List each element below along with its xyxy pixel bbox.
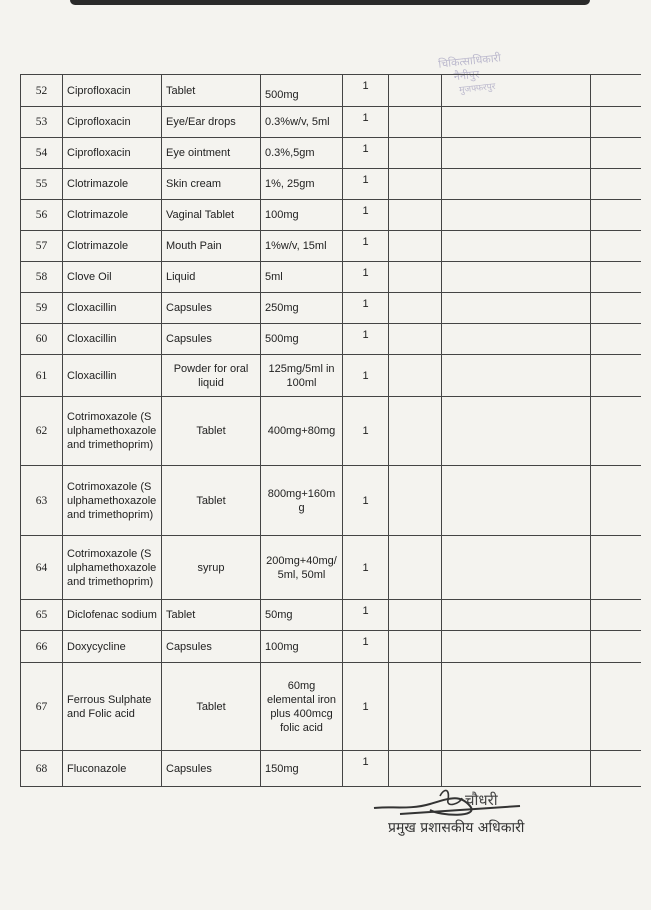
- table-row: [21, 262, 641, 293]
- blank-cell: [591, 293, 641, 324]
- blank-cell: [442, 200, 591, 231]
- drug-name: Clotrimazole: [63, 200, 162, 231]
- dosage-form: Capsules: [162, 631, 261, 663]
- quantity: 1: [343, 751, 389, 787]
- signature-scribble: [370, 786, 550, 846]
- serial-number: 68: [21, 751, 63, 787]
- quantity: 1: [343, 262, 389, 293]
- blank-cell: [389, 466, 442, 536]
- blank-cell: [591, 107, 641, 138]
- blank-cell: [389, 262, 442, 293]
- blank-cell: [442, 600, 591, 631]
- quantity: 1: [343, 397, 389, 466]
- blank-cell: [442, 663, 591, 751]
- serial-number: 55: [21, 169, 63, 200]
- page-top-edge: [0, 0, 651, 8]
- blank-cell: [442, 751, 591, 787]
- blank-cell: [389, 355, 442, 397]
- drug-name: Cloxacillin: [63, 355, 162, 397]
- quantity: 1: [343, 324, 389, 355]
- blank-cell: [442, 107, 591, 138]
- blank-cell: [591, 536, 641, 600]
- drug-name: Clotrimazole: [63, 169, 162, 200]
- blank-cell: [389, 663, 442, 751]
- strength: 0.3%,5gm: [261, 138, 343, 169]
- dosage-form: Powder for oral liquid: [162, 355, 261, 397]
- dosage-form: Tablet: [162, 397, 261, 466]
- blank-cell: [442, 466, 591, 536]
- drug-name: Cloxacillin: [63, 293, 162, 324]
- strength: 500mg: [261, 75, 343, 107]
- signatory-title: प्रमुख प्रशासकीय अधिकारी: [388, 820, 525, 836]
- dosage-form: Tablet: [162, 600, 261, 631]
- serial-number: 67: [21, 663, 63, 751]
- blank-cell: [442, 397, 591, 466]
- blank-cell: [389, 293, 442, 324]
- strength: 1%w/v, 15ml: [261, 231, 343, 262]
- blank-cell: [389, 397, 442, 466]
- serial-number: 63: [21, 466, 63, 536]
- blank-cell: [591, 262, 641, 293]
- dosage-form: syrup: [162, 536, 261, 600]
- blank-cell: [591, 169, 641, 200]
- table-row: [21, 293, 641, 324]
- strength: 250mg: [261, 293, 343, 324]
- drug-name: Diclofenac sodium: [63, 600, 162, 631]
- blank-cell: [591, 324, 641, 355]
- blank-cell: [591, 466, 641, 536]
- drug-name: Cloxacillin: [63, 324, 162, 355]
- blank-cell: [389, 324, 442, 355]
- table-row: [21, 75, 641, 107]
- blank-cell: [442, 293, 591, 324]
- table-row: [21, 663, 641, 751]
- serial-number: 52: [21, 75, 63, 107]
- blank-cell: [389, 200, 442, 231]
- drug-name: Ferrous Sulphate and Folic acid: [63, 663, 162, 751]
- blank-cell: [389, 536, 442, 600]
- blank-cell: [591, 200, 641, 231]
- table-row: [21, 466, 641, 536]
- serial-number: 56: [21, 200, 63, 231]
- table-row: [21, 200, 641, 231]
- table-row: [21, 397, 641, 466]
- drug-name: Ciprofloxacin: [63, 75, 162, 107]
- blank-cell: [591, 355, 641, 397]
- quantity: 1: [343, 466, 389, 536]
- blank-cell: [389, 751, 442, 787]
- blank-cell: [442, 169, 591, 200]
- drug-name: Fluconazole: [63, 751, 162, 787]
- table-row: [21, 107, 641, 138]
- blank-cell: [591, 600, 641, 631]
- blank-cell: [389, 138, 442, 169]
- dosage-form: Eye/Ear drops: [162, 107, 261, 138]
- strength: 400mg+80mg: [261, 397, 343, 466]
- dosage-form: Vaginal Tablet: [162, 200, 261, 231]
- serial-number: 59: [21, 293, 63, 324]
- table-row: [21, 751, 641, 787]
- quantity: 1: [343, 663, 389, 751]
- dosage-form: Tablet: [162, 75, 261, 107]
- drug-name: Cotrimoxazole (Sulphamethoxazole and trimethoprim): [63, 397, 162, 466]
- dosage-form: Eye ointment: [162, 138, 261, 169]
- dosage-form: Skin cream: [162, 169, 261, 200]
- strength: 100mg: [261, 631, 343, 663]
- blank-cell: [591, 138, 641, 169]
- blank-cell: [389, 107, 442, 138]
- blank-cell: [389, 169, 442, 200]
- serial-number: 62: [21, 397, 63, 466]
- strength: 125mg/5ml in 100ml: [261, 355, 343, 397]
- blank-cell: [442, 631, 591, 663]
- quantity: 1: [343, 169, 389, 200]
- strength: 200mg+40mg/5ml, 50ml: [261, 536, 343, 600]
- table-row: [21, 536, 641, 600]
- serial-number: 64: [21, 536, 63, 600]
- dosage-form: Liquid: [162, 262, 261, 293]
- strength: 1%, 25gm: [261, 169, 343, 200]
- dosage-form: Capsules: [162, 751, 261, 787]
- serial-number: 66: [21, 631, 63, 663]
- strength: 60mg elemental iron plus 400mcg folic acid: [261, 663, 343, 751]
- table-row: [21, 169, 641, 200]
- dosage-form: Tablet: [162, 663, 261, 751]
- quantity: 1: [343, 600, 389, 631]
- stamp-line: नैनीपुर: [453, 67, 481, 84]
- dosage-form: Tablet: [162, 466, 261, 536]
- strength: 500mg: [261, 324, 343, 355]
- quantity: 1: [343, 293, 389, 324]
- serial-number: 58: [21, 262, 63, 293]
- drug-name: Clotrimazole: [63, 231, 162, 262]
- strength: 50mg: [261, 600, 343, 631]
- blank-cell: [389, 231, 442, 262]
- blank-cell: [389, 631, 442, 663]
- quantity: 1: [343, 536, 389, 600]
- strength: 0.3%w/v, 5ml: [261, 107, 343, 138]
- drug-name: Doxycycline: [63, 631, 162, 663]
- serial-number: 54: [21, 138, 63, 169]
- serial-number: 60: [21, 324, 63, 355]
- blank-cell: [591, 663, 641, 751]
- quantity: 1: [343, 355, 389, 397]
- serial-number: 65: [21, 600, 63, 631]
- drug-name: Clove Oil: [63, 262, 162, 293]
- signatory-name: चौधरी: [465, 791, 498, 809]
- table-row: [21, 324, 641, 355]
- table-row: [21, 600, 641, 631]
- blank-cell: [442, 75, 591, 107]
- quantity: 1: [343, 107, 389, 138]
- stamp-line: मुजफ्फरपुर: [458, 82, 497, 96]
- blank-cell: [442, 262, 591, 293]
- drug-name: Ciprofloxacin: [63, 138, 162, 169]
- blank-cell: [591, 231, 641, 262]
- medicine-table: [20, 74, 641, 787]
- drug-name: Cotrimoxazole (Sulphamethoxazole and trimethoprim): [63, 536, 162, 600]
- quantity: 1: [343, 138, 389, 169]
- quantity: 1: [343, 200, 389, 231]
- blank-cell: [591, 631, 641, 663]
- strength: 150mg: [261, 751, 343, 787]
- strength: 5ml: [261, 262, 343, 293]
- blank-cell: [389, 600, 442, 631]
- dosage-form: Capsules: [162, 293, 261, 324]
- blank-cell: [442, 536, 591, 600]
- strength: 800mg+160mg: [261, 466, 343, 536]
- table-row: [21, 631, 641, 663]
- strength: 100mg: [261, 200, 343, 231]
- dosage-form: Mouth Pain: [162, 231, 261, 262]
- blank-cell: [591, 751, 641, 787]
- blank-cell: [442, 231, 591, 262]
- blank-cell: [442, 138, 591, 169]
- drug-name: Ciprofloxacin: [63, 107, 162, 138]
- blank-cell: [442, 324, 591, 355]
- table-row: [21, 231, 641, 262]
- serial-number: 57: [21, 231, 63, 262]
- quantity: 1: [343, 231, 389, 262]
- blank-cell: [442, 355, 591, 397]
- dosage-form: Capsules: [162, 324, 261, 355]
- serial-number: 61: [21, 355, 63, 397]
- table-row: [21, 355, 641, 397]
- drug-name: Cotrimoxazole (Sulphamethoxazole and trimethoprim): [63, 466, 162, 536]
- quantity: 1: [343, 631, 389, 663]
- quantity: 1: [343, 75, 389, 107]
- serial-number: 53: [21, 107, 63, 138]
- blank-cell: [591, 75, 641, 107]
- table-row: [21, 138, 641, 169]
- blank-cell: [591, 397, 641, 466]
- blank-cell: [389, 75, 442, 107]
- stamp-line: चिकित्साधिकारी: [437, 51, 502, 71]
